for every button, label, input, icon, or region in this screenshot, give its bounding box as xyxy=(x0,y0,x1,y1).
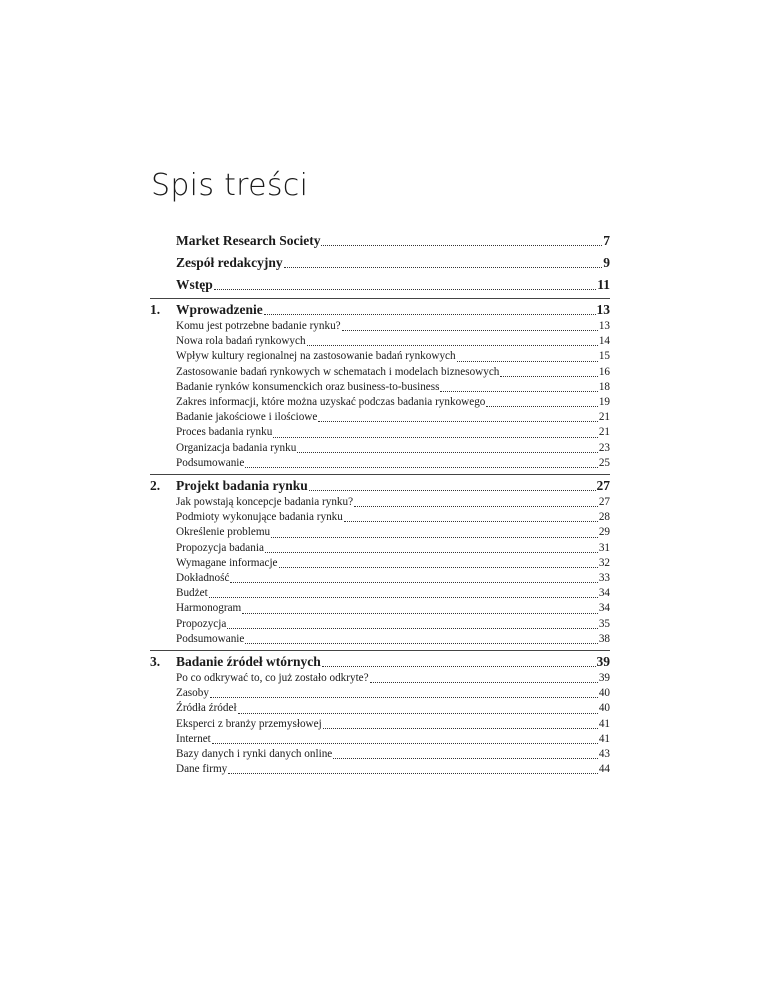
dot-leader xyxy=(265,552,598,553)
toc-entry-section[interactable] xyxy=(150,732,610,747)
page-number: 43 xyxy=(598,747,610,762)
entry-label: Dokładność xyxy=(176,571,230,586)
dot-leader xyxy=(279,567,598,568)
dot-leader xyxy=(212,743,598,744)
dot-leader xyxy=(486,406,597,407)
toc-entry-section[interactable] xyxy=(150,747,610,762)
entry-label: Projekt badania rynku xyxy=(176,478,308,494)
page-number: 34 xyxy=(598,586,610,601)
dot-leader xyxy=(230,582,597,583)
dot-leader xyxy=(242,613,598,614)
page-number: 41 xyxy=(598,732,610,747)
chapter-block xyxy=(150,650,610,777)
dot-leader xyxy=(309,490,596,491)
entry-label: Wstęp xyxy=(176,277,213,292)
toc-entry-section[interactable] xyxy=(150,510,610,525)
page-number: 32 xyxy=(598,556,610,571)
entry-label: Jak powstają koncepcje badania rynku? xyxy=(176,495,354,510)
dot-leader xyxy=(227,628,597,629)
page-number: 13 xyxy=(596,302,610,317)
entry-label: Źródła źródeł xyxy=(176,701,238,716)
dot-leader xyxy=(370,682,598,683)
page-number: 39 xyxy=(596,654,610,670)
entry-label: Zakres informacji, które można uzyskać podczas badania rynkowego xyxy=(176,395,486,410)
toc-entry-chapter[interactable] xyxy=(150,301,610,318)
toc-entry-section[interactable] xyxy=(150,425,610,440)
chapter-number: 2. xyxy=(150,478,161,494)
dot-leader xyxy=(210,697,598,698)
dot-leader xyxy=(271,537,598,538)
dot-leader xyxy=(264,314,596,315)
entry-label: Budżet xyxy=(176,586,209,601)
page-number: 27 xyxy=(598,495,610,510)
chapter-block xyxy=(150,474,610,647)
entry-label: Nowa rola badań rynkowych xyxy=(176,334,307,349)
entry-label: Wymagane informacje xyxy=(176,556,279,571)
entry-label: Badanie jakościowe i ilościowe xyxy=(176,410,318,425)
entry-label: Komu jest potrzebne badanie rynku? xyxy=(176,319,342,334)
page-number: 21 xyxy=(598,410,610,425)
page-number: 41 xyxy=(598,717,610,732)
entry-label: Internet xyxy=(176,732,212,747)
entry-label: Badanie rynków konsumenckich oraz business-to-business xyxy=(176,380,440,395)
page-number: 31 xyxy=(598,541,610,556)
dot-leader xyxy=(273,437,598,438)
entry-label: Harmonogram xyxy=(176,601,242,616)
dot-leader xyxy=(228,773,598,774)
dot-leader xyxy=(245,467,597,468)
toc-entry-chapter[interactable] xyxy=(150,477,610,494)
entry-label: Bazy danych i rynki danych online xyxy=(176,747,333,762)
entry-label: Podsumowanie xyxy=(176,456,245,471)
toc-entry-section[interactable] xyxy=(150,410,610,425)
dot-leader xyxy=(500,376,597,377)
toc-entry-section[interactable] xyxy=(150,617,610,632)
dot-leader xyxy=(440,391,597,392)
page-number: 21 xyxy=(598,425,610,440)
dot-leader xyxy=(297,452,597,453)
toc-entry-section[interactable] xyxy=(150,319,610,334)
dot-leader xyxy=(284,267,603,268)
toc-entry-front-matter[interactable] xyxy=(150,254,610,271)
entry-label: Wpływ kultury regionalnej na zastosowanie badań rynkowych xyxy=(176,349,457,364)
entry-label: Określenie problemu xyxy=(176,525,271,540)
toc-entry-section[interactable] xyxy=(150,686,610,701)
toc-entry-section[interactable] xyxy=(150,495,610,510)
dot-leader xyxy=(214,289,596,290)
entry-label: Zespół redakcyjny xyxy=(176,255,283,270)
dot-leader xyxy=(322,666,596,667)
page-number: 25 xyxy=(598,456,610,471)
page-number: 34 xyxy=(598,601,610,616)
entry-label: Po co odkrywać to, co już zostało odkryte? xyxy=(176,671,370,686)
entry-label: Market Research Society xyxy=(176,233,321,248)
dot-leader xyxy=(318,421,597,422)
chapter-list xyxy=(150,298,610,777)
chapter-number: 3. xyxy=(150,654,161,670)
entry-label: Dane firmy xyxy=(176,762,228,777)
front-matter-list xyxy=(150,232,610,293)
entry-label: Zastosowanie badań rynkowych w schematach i modelach biznesowych xyxy=(176,365,500,380)
toc-entry-section[interactable] xyxy=(150,380,610,395)
page-number: 40 xyxy=(598,701,610,716)
toc-entry-front-matter[interactable] xyxy=(150,232,610,249)
page-number: 15 xyxy=(598,349,610,364)
page-number: 27 xyxy=(596,478,610,494)
entry-label: Zasoby xyxy=(176,686,210,701)
page-number: 33 xyxy=(598,571,610,586)
page-number: 13 xyxy=(598,319,610,334)
dot-leader xyxy=(307,345,598,346)
toc-entry-section[interactable] xyxy=(150,601,610,616)
toc-entry-section[interactable] xyxy=(150,586,610,601)
toc-entry-chapter[interactable] xyxy=(150,653,610,670)
page-number: 19 xyxy=(598,395,610,410)
page-number: 7 xyxy=(603,233,610,248)
chapter-number: 1. xyxy=(150,302,161,317)
entry-label: Organizacja badania rynku xyxy=(176,441,297,456)
entry-label: Proces badania rynku xyxy=(176,425,273,440)
entry-label: Podmioty wykonujące badania rynku xyxy=(176,510,344,525)
toc-entry-section[interactable] xyxy=(150,334,610,349)
dot-leader xyxy=(457,361,598,362)
page-number: 14 xyxy=(598,334,610,349)
page-number: 16 xyxy=(598,365,610,380)
dot-leader xyxy=(209,597,598,598)
toc-entry-section[interactable] xyxy=(150,701,610,716)
page-number: 35 xyxy=(598,617,610,632)
page-number: 18 xyxy=(598,380,610,395)
toc-entry-section[interactable] xyxy=(150,365,610,380)
dot-leader xyxy=(342,330,598,331)
dot-leader xyxy=(344,521,598,522)
page-number: 9 xyxy=(603,255,610,270)
toc-entry-section[interactable] xyxy=(150,571,610,586)
entry-label: Badanie źródeł wtórnych xyxy=(176,654,321,670)
toc-entry-section[interactable] xyxy=(150,395,610,410)
entry-label: Wprowadzenie xyxy=(176,302,263,317)
entry-label: Propozycja xyxy=(176,617,227,632)
table-of-contents xyxy=(150,232,610,777)
page-title: Spis treści xyxy=(151,168,309,203)
entry-label: Podsumowanie xyxy=(176,632,245,647)
toc-entry-section[interactable] xyxy=(150,762,610,777)
toc-entry-section[interactable] xyxy=(150,441,610,456)
dot-leader xyxy=(354,506,598,507)
toc-entry-section[interactable] xyxy=(150,525,610,540)
toc-entry-section[interactable] xyxy=(150,671,610,686)
toc-entry-section[interactable] xyxy=(150,456,610,471)
page-number: 38 xyxy=(598,632,610,647)
page-number: 11 xyxy=(597,277,610,292)
toc-entry-section[interactable] xyxy=(150,556,610,571)
toc-entry-section[interactable] xyxy=(150,717,610,732)
dot-leader xyxy=(323,728,598,729)
dot-leader xyxy=(333,758,598,759)
page-number: 29 xyxy=(598,525,610,540)
toc-entry-section[interactable] xyxy=(150,541,610,556)
dot-leader xyxy=(245,643,597,644)
dot-leader xyxy=(238,713,598,714)
toc-entry-section[interactable] xyxy=(150,349,610,364)
dot-leader xyxy=(321,245,602,246)
entry-label: Eksperci z branży przemysłowej xyxy=(176,717,323,732)
toc-entry-section[interactable] xyxy=(150,632,610,647)
page-number: 28 xyxy=(598,510,610,525)
chapter-block xyxy=(150,298,610,471)
page-number: 44 xyxy=(598,762,610,777)
page-number: 23 xyxy=(598,441,610,456)
page-number: 39 xyxy=(598,671,610,686)
page-number: 40 xyxy=(598,686,610,701)
entry-label: Propozycja badania xyxy=(176,541,265,556)
toc-entry-front-matter[interactable] xyxy=(150,276,610,293)
